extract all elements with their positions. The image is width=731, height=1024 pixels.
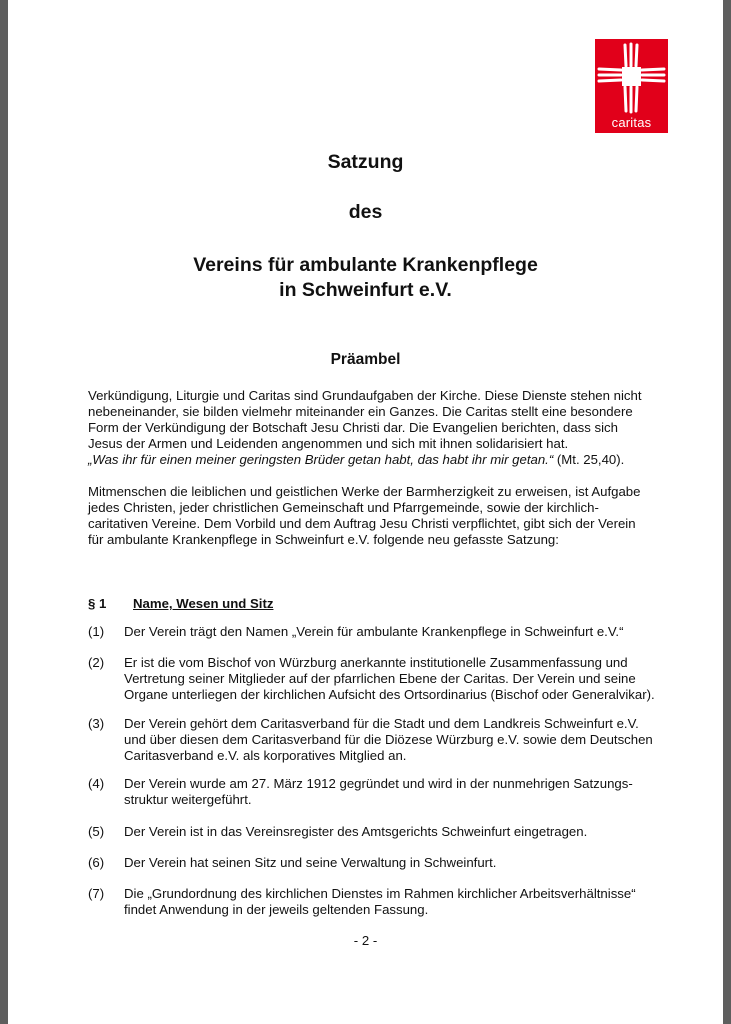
item-number: (1) xyxy=(88,624,105,639)
item-number: (7) xyxy=(88,886,105,901)
section-heading xyxy=(88,596,273,611)
text-line: Vertretung seiner Mitglieder auf der pfarrlichen Ebene der Caritas. Der Verein und seine xyxy=(124,671,636,686)
text-line: Organe unterliegen der kirchlichen Aufsicht des Ortsordinarius (Bischof oder Generalvikar). xyxy=(124,687,655,702)
text-line: Caritasverband e.V. als korporatives Mitglied an. xyxy=(124,748,407,763)
item-number: (5) xyxy=(88,824,105,839)
item-number: (6) xyxy=(88,855,105,870)
preamble-paragraph-2 xyxy=(88,484,688,548)
text-line: nebeneinander, sie bilden vielmehr miteinander ein Ganzes. Die Caritas stellt eine besondere xyxy=(88,404,633,419)
text-line: Die „Grundordnung des kirchlichen Dienstes im Rahmen kirchlicher Arbeitsverhältnisse“ xyxy=(124,886,636,901)
title-line-1: Satzung xyxy=(327,151,404,173)
item-text xyxy=(124,776,633,808)
text-line: Der Verein trägt den Namen „Verein für ambulante Krankenpflege in Schweinfurt e.V.“ xyxy=(124,624,624,639)
text-line: Form der Verkündigung der Botschaft Jesu Christi dar. Die Evangelien berichten, dass sich xyxy=(88,420,618,435)
item-text xyxy=(124,624,623,640)
item-text xyxy=(124,716,653,764)
item-text xyxy=(124,655,655,703)
preamble-paragraph-1 xyxy=(88,388,688,468)
text-line: für ambulante Krankenpflege in Schweinfurt e.V. folgende neu gefasste Satzung: xyxy=(88,532,559,547)
text-line: Verkündigung, Liturgie und Caritas sind Grundaufgaben der Kirche. Diese Dienste stehen nicht xyxy=(88,388,642,403)
logo-text: caritas xyxy=(611,115,652,130)
text-line: Der Verein hat seinen Sitz und seine Verwaltung in Schweinfurt. xyxy=(124,855,497,870)
bible-quote: „Was ihr für einen meiner geringsten Brüder getan habt, das habt ihr mir getan.“ xyxy=(88,452,554,467)
title-line-3: Vereins für ambulante Krankenpflege xyxy=(193,254,538,276)
section-title: Name, Wesen und Sitz xyxy=(133,596,274,611)
text-line: Der Verein ist in das Vereinsregister des Amtsgerichts Schweinfurt eingetragen. xyxy=(124,824,588,839)
item-text xyxy=(124,886,636,918)
text-line: Mitmenschen die leiblichen und geistlichen Werke der Barmherzigkeit zu erweisen, ist Aufgabe xyxy=(88,484,641,499)
text-line: Er ist die vom Bischof von Würzburg anerkannte institutionelle Zusammenfassung und xyxy=(124,655,628,670)
title-line-4: in Schweinfurt e.V. xyxy=(279,279,452,301)
text-line: jedes Christen, jeder christlichen Gemeinschaft und Pfarrgemeinde, sowie der kirchlich- xyxy=(88,500,599,515)
text-line: Jesus der Armen und Leidenden angenommen und sich mit ihnen solidarisiert hat. xyxy=(88,436,569,451)
item-text xyxy=(124,824,587,840)
caritas-flame-cross-icon xyxy=(595,39,668,117)
text-line: Der Verein gehört dem Caritasverband für die Stadt und dem Landkreis Schweinfurt e.V. xyxy=(124,716,639,731)
text-line: Der Verein wurde am 27. März 1912 gegründet und wird in der nunmehrigen Satzungs- xyxy=(124,776,633,791)
text-line: findet Anwendung in der jeweils geltenden Fassung. xyxy=(124,902,429,917)
text-line: und über diesen dem Caritasverband für die Diözese Würzburg e.V. sowie dem Deutschen xyxy=(124,732,653,747)
title-line-2: des xyxy=(348,201,383,223)
text-line: struktur weitergeführt. xyxy=(124,792,252,807)
text-line: caritativen Vereine. Dem Vorbild und dem Auftrag Jesu Christi verpflichtet, gibt sich der Verein xyxy=(88,516,636,531)
item-text xyxy=(124,855,496,871)
page-number: - 2 - xyxy=(353,933,378,948)
document-page xyxy=(8,0,723,1024)
quote-line xyxy=(88,452,688,468)
bible-reference: (Mt. 25,40). xyxy=(553,452,625,467)
item-number: (3) xyxy=(88,716,105,731)
item-number: (2) xyxy=(88,655,105,670)
caritas-logo xyxy=(595,39,668,133)
preamble-heading: Präambel xyxy=(330,351,401,368)
item-number: (4) xyxy=(88,776,105,791)
section-number: § 1 xyxy=(88,596,107,611)
